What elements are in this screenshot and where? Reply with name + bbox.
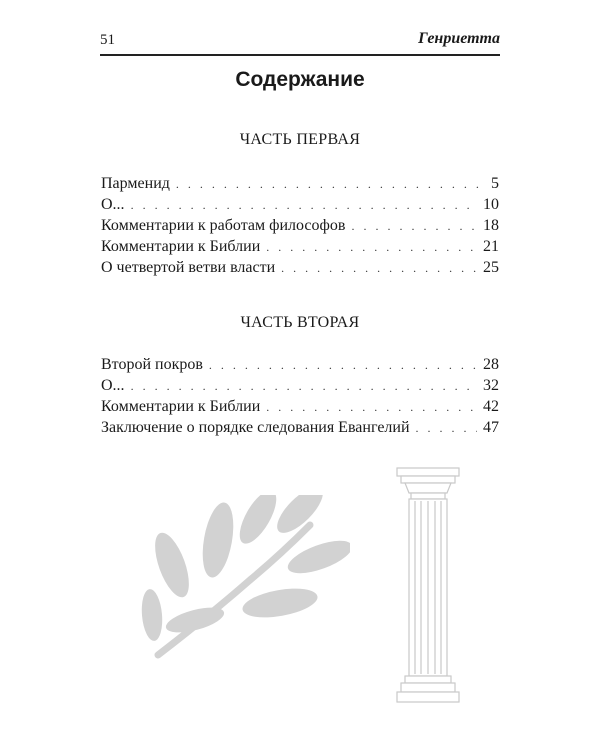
page-number: 51 [100,32,115,48]
contents-title: Содержание [235,68,365,91]
toc-entry-page: 10 [483,196,499,213]
toc-entry[interactable] [101,215,499,236]
toc-entry[interactable] [101,194,499,215]
dot-leader [416,418,477,439]
toc-entry-title: Заключение о порядке следования Евангелий [101,419,410,436]
toc-entry[interactable] [101,396,499,417]
toc-entry[interactable] [101,236,499,257]
toc-entry-page: 28 [483,356,499,373]
toc-entry-page: 21 [483,238,499,255]
dot-leader [281,258,477,279]
toc-entry-title: Комментарии к работам философов [101,217,346,234]
part-heading-1: ЧАСТЬ ПЕРВАЯ [239,131,361,148]
toc-entry[interactable] [101,354,499,375]
toc-list-part-1 [101,173,499,278]
toc-entry-page: 25 [483,259,499,276]
toc-entry-page: 32 [483,377,499,394]
dot-leader [266,397,477,418]
toc-entry-title: О... [101,196,125,213]
toc-entry-page: 18 [483,217,499,234]
toc-entry-title: О... [101,377,125,394]
running-title: Генриетта [418,30,500,47]
toc-entry-title: Комментарии к Библии [101,238,261,255]
toc-entry[interactable] [101,417,499,438]
toc-entry[interactable] [101,375,499,396]
toc-entry-page: 47 [483,419,499,436]
dot-leader [131,376,477,397]
toc-entry-page: 5 [491,175,499,192]
toc-entry-title: Второй покров [101,356,203,373]
toc-entry[interactable] [101,257,499,278]
olive-branch-icon [140,495,350,665]
toc-entry-title: Парменид [101,175,170,192]
page-header [100,30,500,56]
toc-entry-title: О четвертой ветви власти [101,259,276,276]
dot-leader [351,216,477,237]
dot-leader [266,237,477,258]
toc-list-part-2 [101,354,499,438]
part-heading-2: ЧАСТЬ ВТОРАЯ [240,314,360,331]
toc-entry-page: 42 [483,398,499,415]
toc-entry-title: Комментарии к Библии [101,398,261,415]
dot-leader [176,174,479,195]
toc-entry[interactable] [101,173,499,194]
dot-leader [209,355,477,376]
column-icon [393,466,463,706]
dot-leader [131,195,477,216]
